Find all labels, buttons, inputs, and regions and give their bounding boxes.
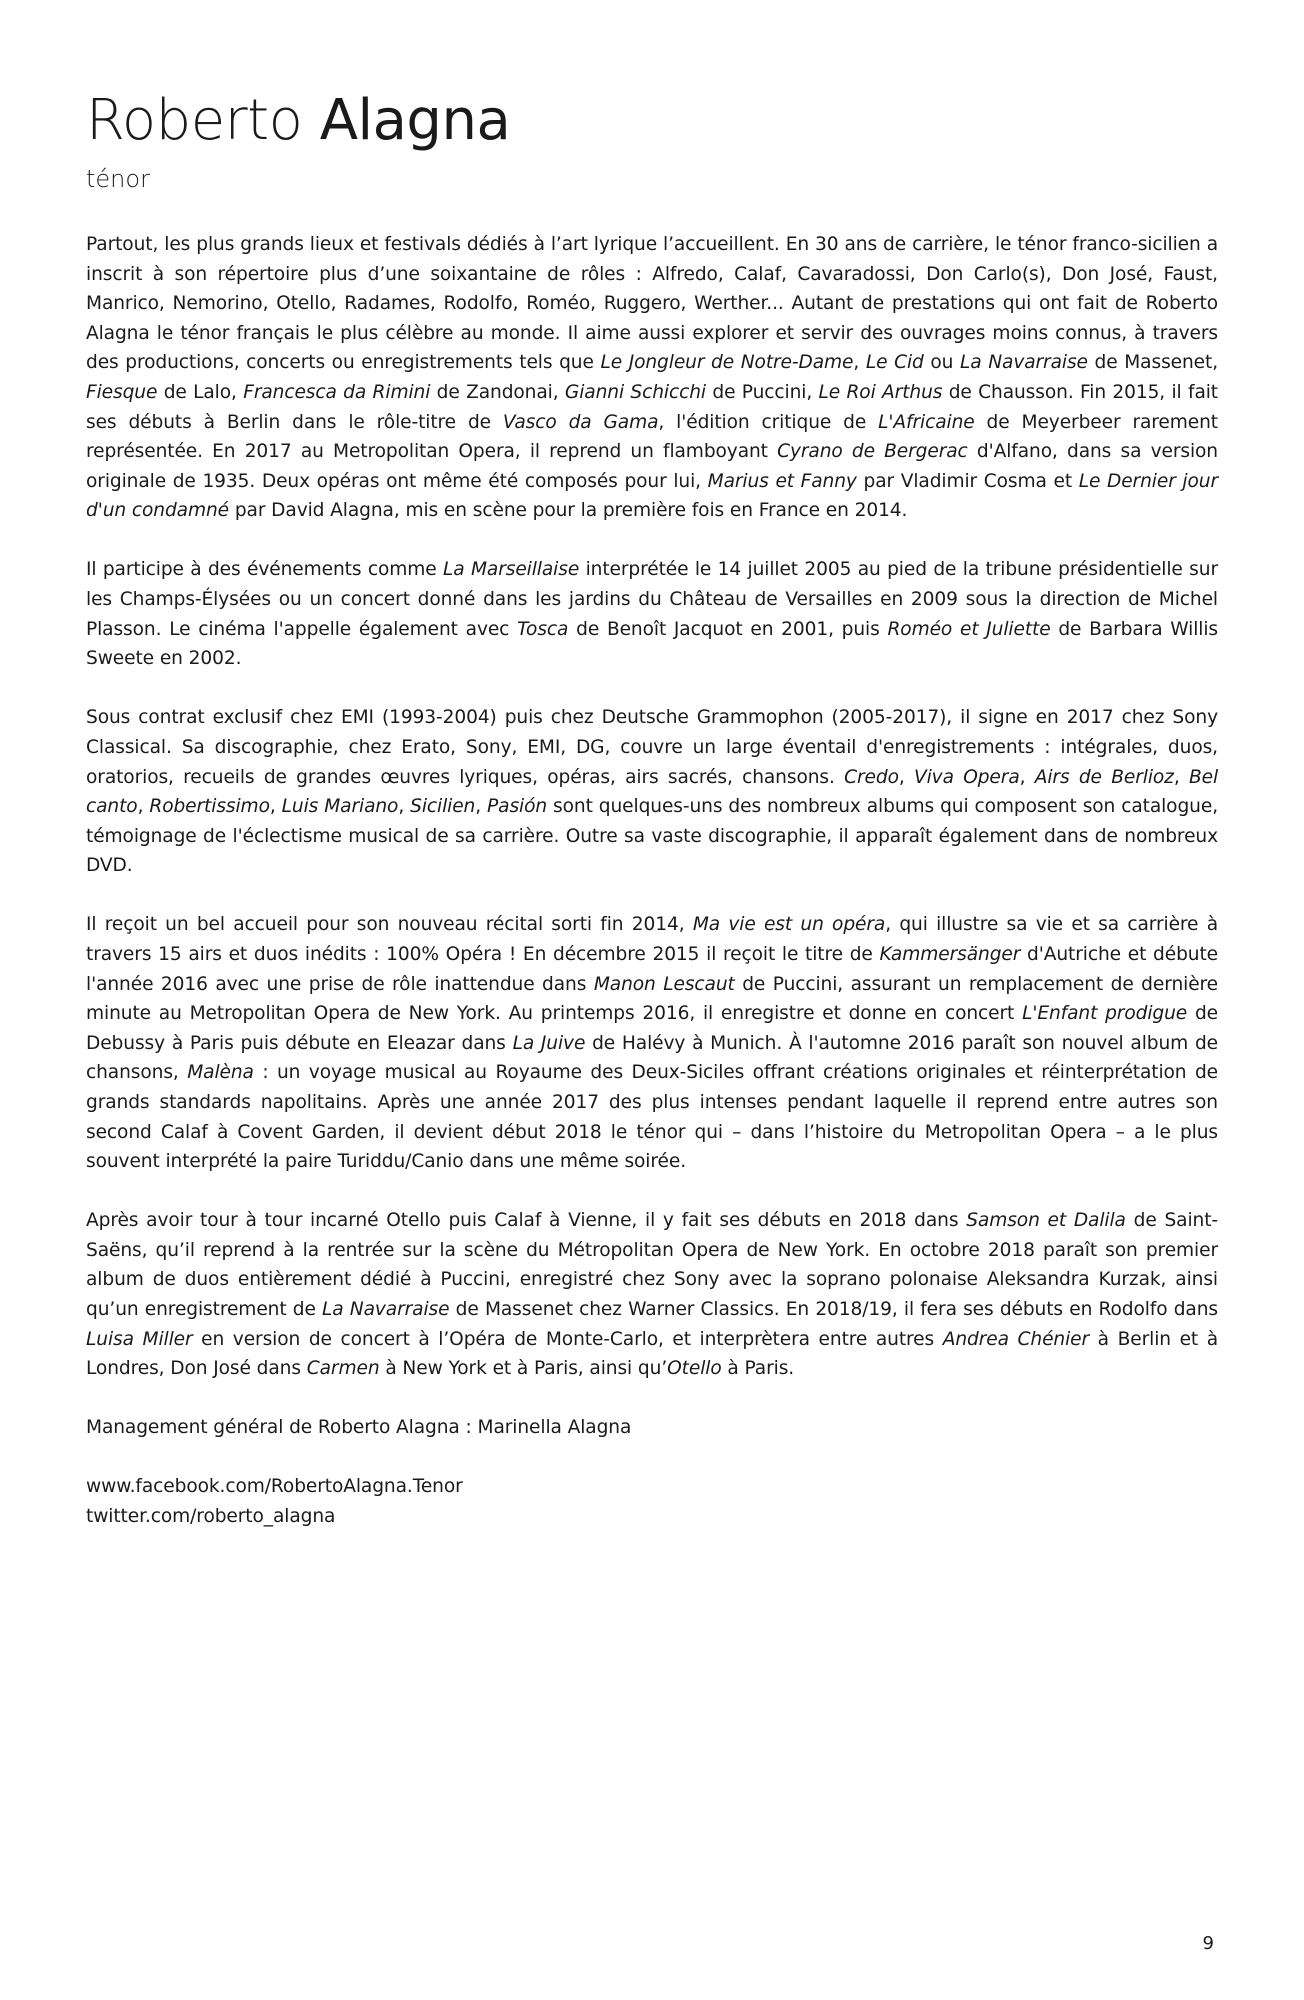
work-title: Vasco da Gama [502, 411, 659, 433]
work-title: Francesca da Rimini [243, 381, 431, 403]
management-separator: : [459, 1417, 478, 1439]
work-title: La Navarraise [960, 352, 1088, 374]
work-title: Roméo et Juliette [887, 618, 1051, 640]
work-title: Viva Opera [914, 766, 1020, 788]
work-title: Le Roi Arthus [818, 381, 943, 403]
paragraph-text: de Benoît Jacquot en 2001, puis [568, 618, 888, 640]
paragraph-text: Partout, les plus grands lieux et festivals dédiés à l’art lyrique l’accueillent. En 30 ans de carrière, le ténor franco-sicilien a inscrit à son répertoire plus d’une soixantaine de rôles : Alfredo, Calaf, Cavaradossi, Don Carlo(s), Don José, Faust, Manrico, Nemorino, Otello, Radames, Rodolfo, Roméo, Ruggero, Werther... Autant de prestations qui ont fait de Roberto Alagna le ténor français le plus célèbre au monde. Il aime aussi explorer et servir des ouvrages moins connus, à travers des productions, concerts ou enregistrements tels que [86, 234, 1218, 374]
paragraph-text: Il reçoit un bel accueil pour son nouveau récital sorti fin 2014, [86, 914, 693, 936]
work-title: Manon Lescaut [593, 973, 735, 995]
artist-last-name: Alagna [319, 88, 511, 153]
work-title: Samson et Dalila [966, 1210, 1126, 1232]
page-header [86, 88, 510, 194]
work-title: La Juive [512, 1032, 586, 1054]
work-title: Cyrano de Bergerac [777, 441, 968, 463]
paragraph-text: , [475, 796, 488, 818]
biography-paragraph [86, 703, 1218, 881]
paragraph-text: d'Autriche et débute l'année 2016 avec une prise de rôle inattendue dans [86, 943, 1218, 995]
work-title: Fiesque [86, 381, 158, 403]
work-title: Carmen [306, 1358, 380, 1380]
biography-paragraph [86, 230, 1218, 526]
management-value: Marinella Alagna [477, 1417, 632, 1439]
paragraph-text: Sous contrat exclusif chez EMI (1993-2004) puis chez Deutsche Grammophon (2005-2017), il signe en 2017 chez Sony Classical. Sa discographie, chez Erato, Sony, EMI, DG, couvre un large éventail d'enregistrements : intégrales, duos, oratorios, recueils de grandes œuvres lyriques, opéras, airs sacrés, chansons. [86, 707, 1218, 788]
paragraph-text: par David Alagna, mis en scène pour la première fois en France en 2014. [229, 500, 908, 522]
paragraph-text: de Debussy à Paris puis débute en Eleazar dans [86, 1003, 1218, 1054]
paragraph-text: , l'édition critique de [658, 411, 879, 433]
work-title: Andrea Chénier [942, 1328, 1090, 1350]
paragraph-text: , [269, 796, 282, 818]
artist-role: ténor [86, 165, 150, 193]
work-title: Kammersänger [879, 943, 1021, 965]
paragraph-text: sont quelques-uns des nombreux albums qui composent son catalogue, témoignage de l'éclectisme musical de sa carrière. Outre sa vaste discographie, il apparaît également dans de nombreux DVD. [86, 796, 1218, 877]
facebook-link[interactable]: www.facebook.com/RobertoAlagna.Tenor [86, 1476, 463, 1498]
paragraph-text: de Zandonai, [430, 381, 565, 403]
biography-paragraph [86, 910, 1218, 1176]
paragraph-text: par Vladimir Cosma et [856, 470, 1079, 492]
paragraph-text: d'Alfano, dans sa version originale de 1935. Deux opéras ont même été composés pour lui, [86, 441, 1218, 492]
work-title: Otello [667, 1358, 722, 1380]
artist-name [86, 88, 510, 154]
biography-paragraph [86, 1206, 1218, 1384]
work-title: Airs de Berlioz [1034, 766, 1174, 788]
biography-paragraph [86, 555, 1218, 673]
work-title: Le Jongleur de Notre-Dame [600, 352, 854, 374]
management-label: Management général de Roberto Alagna [86, 1417, 460, 1439]
work-title: Ma vie est un opéra [692, 914, 886, 936]
twitter-link[interactable]: twitter.com/roberto_alagna [86, 1505, 336, 1527]
biography-body [86, 230, 1218, 1532]
work-title: Le Cid [865, 352, 924, 374]
paragraph-text: de Puccini, [705, 381, 819, 403]
social-links [86, 1472, 1218, 1531]
work-title: L'Enfant prodigue [1022, 1003, 1188, 1025]
work-title: Gianni Schicchi [564, 381, 706, 403]
work-title: La Navarraise [322, 1299, 450, 1320]
work-title: Credo [844, 766, 899, 788]
paragraph-text: , [398, 796, 411, 818]
paragraph-text: de Meyerbeer rarement représentée. En 2017 au Metropolitan Opera, il reprend un flamboyant [86, 411, 1218, 463]
paragraph-text: ou [923, 352, 961, 374]
paragraph-text: à Berlin et à Londres, Don José dans [86, 1328, 1219, 1380]
paragraph-text: Après avoir tour à tour incarné Otello puis Calaf à Vienne, il y fait ses débuts en 2018 dans [86, 1210, 967, 1232]
work-title: Marius et Fanny [707, 470, 857, 492]
paragraph-text: de Lalo, [157, 381, 244, 403]
work-title: Robertissimo [149, 796, 270, 818]
work-title: Malèna [187, 1062, 254, 1084]
paragraph-text: de Halévy à Munich. À l'automne 2016 paraît son nouvel album de chansons, [86, 1032, 1218, 1084]
paragraph-text: interprétée le 14 juillet 2005 au pied de la tribune présidentielle sur les Champs-Élysées ou un concert donné dans les jardins du Château de Versailles en 2009 sous la direction de Michel Plasson. Le cinéma l'appelle également avec [86, 559, 1218, 640]
page-number: 9 [1202, 1933, 1214, 1954]
work-title: Luisa Miller [86, 1328, 193, 1350]
work-title: Sicilien [410, 796, 476, 818]
paragraph-text: , [137, 796, 150, 818]
paragraph-text: à New York et à Paris, ainsi qu’ [379, 1358, 668, 1380]
work-title: L'Africaine [878, 411, 975, 433]
paragraph-text: de Barbara Willis Sweete en 2002. [86, 618, 1218, 670]
work-title: Le Dernier jour d'un condamné [86, 470, 1218, 522]
paragraph-text: à Paris. [721, 1358, 795, 1380]
work-title: Pasión [487, 796, 548, 818]
paragraph-text: de Massenet, [1087, 352, 1219, 374]
paragraph-text: , [853, 352, 866, 374]
artist-first-name: Roberto [86, 88, 303, 153]
work-title: La Marseillaise [443, 559, 580, 581]
paragraph-text: , qui illustre sa vie et sa carrière à travers 15 airs et duos inédits : 100% Opéra ! En décembre 2015 il reçoit le titre de [86, 914, 1218, 965]
paragraph-text: , [1173, 766, 1189, 788]
work-title: Bel canto [86, 766, 1219, 818]
paragraph-text: , [898, 766, 914, 788]
paragraph-text: de Saint-Saëns, qu’il reprend à la rentrée sur la scène du Métropolitan Opera de New York. En octobre 2018 paraît son premier album de duos entièrement dédié à Puccini, enregistré chez Sony avec la soprano polonaise Aleksandra Kurzak, ainsi qu’un enregistrement de [86, 1210, 1219, 1320]
paragraph-text: : un voyage musical au Royaume des Deux-Siciles offrant créations originales et réinterprétation de grands standards napolitains. Après une année 2017 des plus intenses pendant laquelle il reprend entre autres son second Calaf à Covent Garden, il devient début 2018 le ténor qui – dans l’histoire du Metropolitan Opera – a le plus souvent interprété la paire Turiddu/Canio dans une même soirée. [86, 1062, 1219, 1173]
paragraph-text: de Chausson. Fin 2015, il fait ses débuts à Berlin dans le rôle-titre de [86, 381, 1218, 433]
work-title: Tosca [517, 618, 569, 640]
paragraph-text: , [1019, 766, 1035, 788]
paragraph-text: de Massenet chez Warner Classics. En 2018/19, il fera ses débuts en Rodolfo dans [449, 1299, 1218, 1320]
paragraph-text: de Puccini, assurant un remplacement de dernière minute au Metropolitan Opera de New York. Au printemps 2016, il enregistre et donne en concert [86, 973, 1219, 1025]
paragraph-text: en version de concert à l’Opéra de Monte-Carlo, et interprètera entre autres [192, 1328, 943, 1350]
paragraph-text: Il participe à des événements comme [86, 559, 444, 581]
biography-paragraphs [86, 230, 1218, 1384]
work-title: Luis Mariano [281, 796, 399, 818]
management-line [86, 1413, 1218, 1443]
